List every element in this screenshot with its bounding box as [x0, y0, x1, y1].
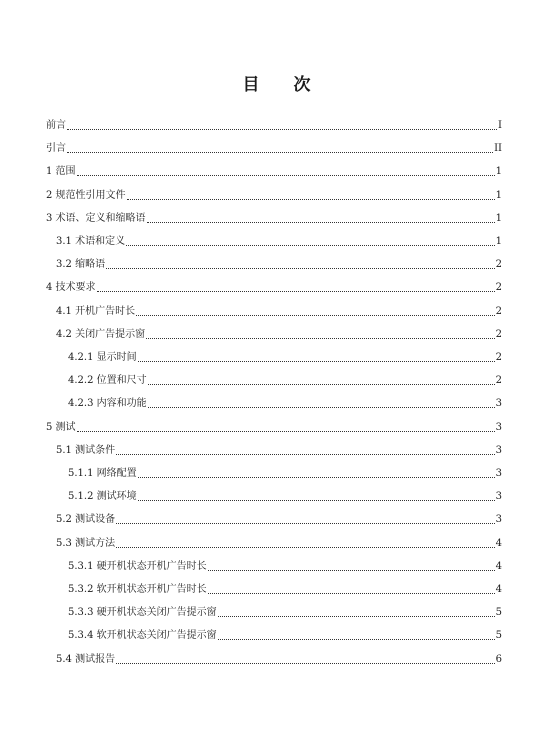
toc-entry[interactable]: [68, 605, 502, 621]
toc-entry[interactable]: [56, 257, 502, 273]
toc-entry[interactable]: [68, 396, 502, 412]
toc-entry-page-number: 5: [495, 630, 502, 642]
toc-entry-page-number: 2: [495, 352, 502, 363]
toc-entry-label: 5.3.1 硬开机状态开机广告时长: [68, 560, 207, 572]
toc-entry[interactable]: [68, 628, 502, 644]
toc-entry-page-number: I: [498, 120, 502, 131]
dot-leader: [97, 280, 495, 292]
toc-entry-label: 4.1 开机广告时长: [56, 305, 136, 317]
toc-entry-label: 4.2.2 位置和尺寸: [68, 375, 147, 387]
toc-entry[interactable]: [68, 350, 502, 366]
toc-entry-label: 2 规范性引用文件: [46, 189, 126, 201]
toc-entry-label: 4.2.3 内容和功能: [68, 398, 147, 410]
dot-leader: [218, 628, 495, 640]
dot-leader: [208, 559, 495, 571]
dot-leader: [127, 188, 495, 200]
dot-leader: [146, 327, 495, 339]
toc-entry-page-number: 1: [495, 236, 502, 247]
toc-entry-label: 5.3.2 软开机状态开机广告时长: [68, 584, 207, 595]
dot-leader: [77, 420, 495, 432]
toc-entry-page-number: 6: [495, 653, 502, 665]
toc-entry-label: 5.2 测试设备: [56, 514, 116, 526]
toc-entry-page-number: 4: [495, 537, 502, 549]
toc-entry-page-number: 2: [495, 259, 502, 271]
dot-leader: [116, 652, 495, 664]
toc-entry[interactable]: [46, 188, 502, 204]
toc-entry-page-number: 3: [495, 444, 502, 456]
dot-leader: [67, 141, 493, 153]
dot-leader: [147, 211, 495, 223]
toc-entry[interactable]: [68, 466, 502, 482]
toc-entry[interactable]: [56, 304, 502, 320]
toc-entry-page-number: 5: [495, 607, 502, 619]
toc-entry-label: 前言: [46, 120, 66, 131]
toc-entry-label: 3 术语、定义和缩略语: [46, 212, 146, 224]
toc-entry-label: 4.2 关闭广告提示窗: [56, 328, 146, 340]
toc-entry[interactable]: [46, 164, 502, 180]
dot-leader: [136, 304, 495, 316]
toc-entry-page-number: 3: [495, 491, 502, 503]
dot-leader: [116, 536, 495, 548]
toc-entry-page-number: 1: [495, 166, 502, 178]
toc-entry-label: 引言: [46, 143, 66, 155]
toc-entry[interactable]: [68, 489, 502, 505]
toc-entry[interactable]: [68, 582, 502, 598]
dot-leader: [67, 118, 497, 130]
toc-entry-label: 5.3.4 软开机状态关闭广告提示窗: [68, 630, 217, 642]
toc-entry-page-number: 2: [495, 282, 502, 294]
toc-entry[interactable]: [46, 211, 502, 227]
toc-entry-page-number: 3: [495, 468, 502, 479]
toc-entry[interactable]: [68, 559, 502, 575]
toc-entry-page-number: 2: [495, 305, 502, 317]
toc-entry[interactable]: [46, 280, 502, 296]
toc-entry-page-number: 4: [495, 584, 502, 595]
toc-entry-label: 5.3 测试方法: [56, 537, 116, 549]
toc-entry-page-number: 3: [495, 514, 502, 526]
toc-entry[interactable]: [46, 141, 502, 157]
toc-entry[interactable]: [56, 327, 502, 343]
toc-entry-label: 3.2 缩略语: [56, 259, 106, 271]
toc-entry-page-number: 1: [495, 189, 502, 201]
dot-leader: [116, 512, 495, 524]
toc-entry-label: 3.1 术语和定义: [56, 236, 126, 247]
toc-entry-label: 5.4 测试报告: [56, 653, 116, 665]
dot-leader: [138, 489, 495, 501]
dot-leader: [106, 257, 495, 269]
toc-entry-label: 5.3.3 硬开机状态关闭广告提示窗: [68, 607, 217, 619]
toc-entry-page-number: 2: [495, 375, 502, 387]
dot-leader: [148, 373, 495, 385]
dot-leader: [148, 396, 495, 408]
dot-leader: [218, 605, 495, 617]
toc-entry-label: 5.1.1 网络配置: [68, 468, 137, 479]
toc-entry[interactable]: [56, 512, 502, 528]
toc-entry[interactable]: [46, 118, 502, 134]
toc-entry[interactable]: [46, 420, 502, 436]
toc-entry-page-number: 4: [495, 560, 502, 572]
toc-entry-label: 5.1.2 测试环境: [68, 491, 137, 503]
dot-leader: [116, 443, 495, 455]
toc-entry-label: 4.2.1 显示时间: [68, 352, 137, 363]
toc-entry[interactable]: [68, 373, 502, 389]
toc-entry-page-number: 3: [495, 421, 502, 433]
toc-entry[interactable]: [56, 234, 502, 250]
toc-entry-page-number: 3: [495, 398, 502, 410]
toc-entry-label: 5 测试: [46, 421, 76, 433]
toc-entry-page-number: 2: [495, 328, 502, 340]
toc-entry[interactable]: [56, 652, 502, 668]
toc-entry-label: 5.1 测试条件: [56, 444, 116, 456]
toc-entry[interactable]: [56, 536, 502, 552]
dot-leader: [126, 234, 495, 246]
page-title: 目 次: [242, 75, 325, 95]
dot-leader: [138, 466, 495, 478]
toc-entry-label: 4 技术要求: [46, 282, 96, 294]
toc-entry[interactable]: [56, 443, 502, 459]
toc-entry-page-number: 1: [495, 212, 502, 224]
toc-entry-page-number: II: [494, 143, 502, 155]
dot-leader: [138, 350, 495, 362]
dot-leader: [77, 164, 495, 176]
dot-leader: [208, 582, 495, 594]
toc-entry-label: 1 范围: [46, 166, 76, 178]
